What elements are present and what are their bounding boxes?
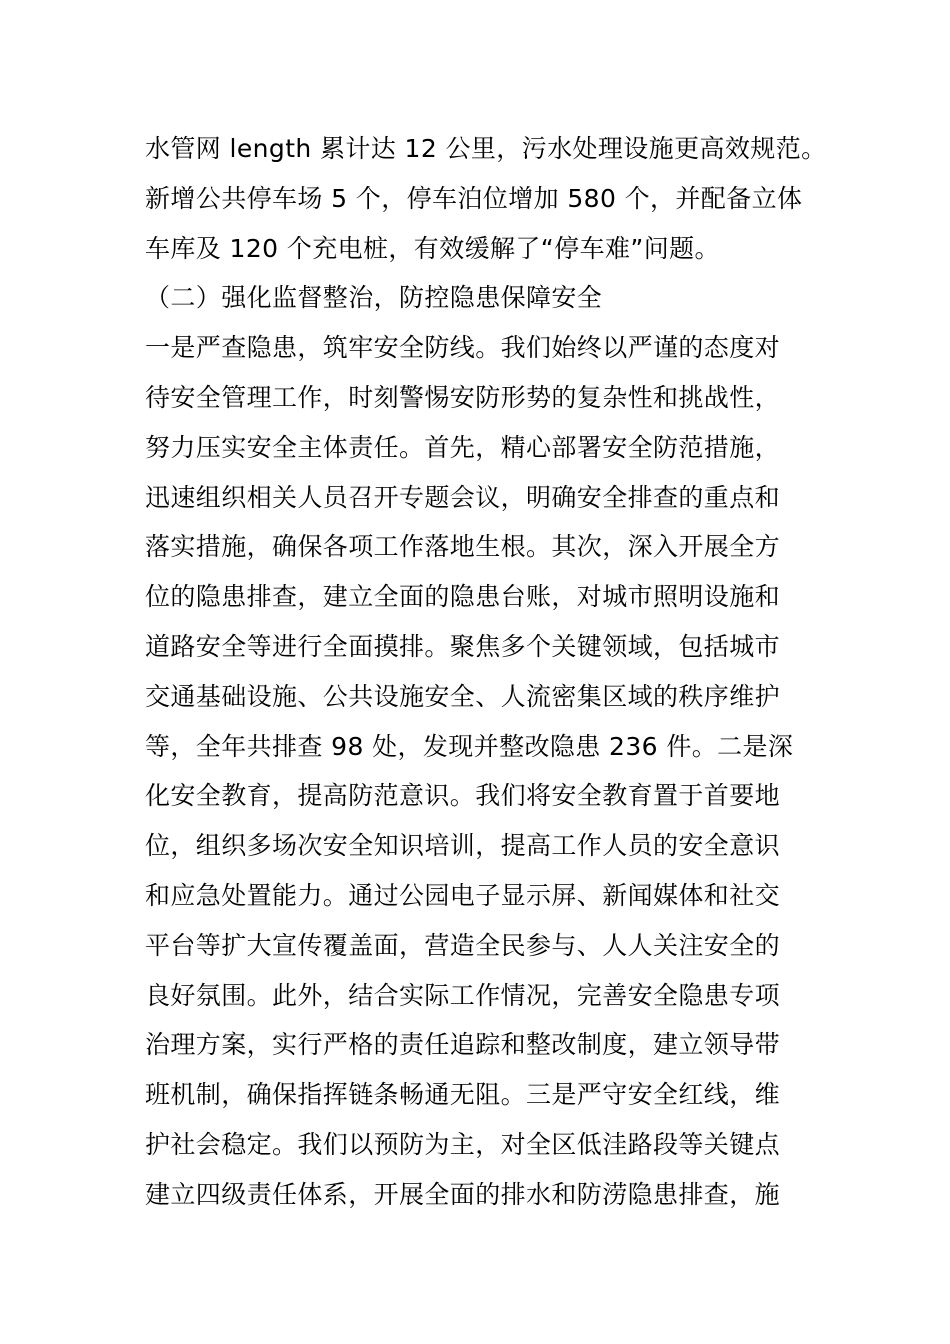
text-line: 建立四级责任体系，开展全面的排水和防涝隐患排查，施 [145,1179,781,1209]
text-line: 班机制，确保指挥链条畅通无阻。三是严守安全红线，维 [145,1080,781,1110]
text-line: 新增公共停车场 5 个，停车泊位增加 580 个，并配备立体 [145,183,803,213]
text-line: 车库及 120 个充电桩，有效缓解了“停车难”问题。 [145,233,720,263]
text-line: 位的隐患排查，建立全面的隐患台账，对城市照明设施和 [145,582,781,612]
text-line: 道路安全等进行全面摸排。聚焦多个关键领域，包括城市 [145,631,781,661]
text-line: 迅速组织相关人员召开专题会议，明确安全排查的重点和 [145,482,781,512]
section-heading: （二）强化监督整治，防控隐患保障安全 [145,283,603,313]
text-line: 平台等扩大宣传覆盖面，营造全民参与、人人关注安全的 [145,930,781,960]
text-line: 和应急处置能力。通过公园电子显示屏、新闻媒体和社交 [145,880,781,910]
text-line: 待安全管理工作，时刻警惕安防形势的复杂性和挑战性， [145,382,781,412]
text-line: 治理方案，实行严格的责任追踪和整改制度，建立领导带 [145,1030,781,1060]
text-line: 一是严查隐患，筑牢安全防线。我们始终以严谨的态度对 [145,333,781,363]
text-line: 护社会稳定。我们以预防为主，对全区低洼路段等关键点 [145,1129,781,1159]
text-line: 位，组织多场次安全知识培训，提高工作人员的安全意识 [145,831,781,861]
document-body [145,124,825,1220]
text-line: 化安全教育，提高防范意识。我们将安全教育置于首要地 [145,781,781,811]
text-line: 等，全年共排查 98 处，发现并整改隐患 236 件。二是深 [145,731,794,761]
text-line: 良好氛围。此外，结合实际工作情况，完善安全隐患专项 [145,980,781,1010]
text-line: 努力压实安全主体责任。首先，精心部署安全防范措施， [145,432,781,462]
text-line: 水管网 length 累计达 12 公里，污水处理设施更高效规范。 [145,134,827,163]
text-line: 交通基础设施、公共设施安全、人流密集区域的秩序维护 [145,681,781,711]
text-line: 落实措施，确保各项工作落地生根。其次，深入开展全方 [145,532,781,562]
